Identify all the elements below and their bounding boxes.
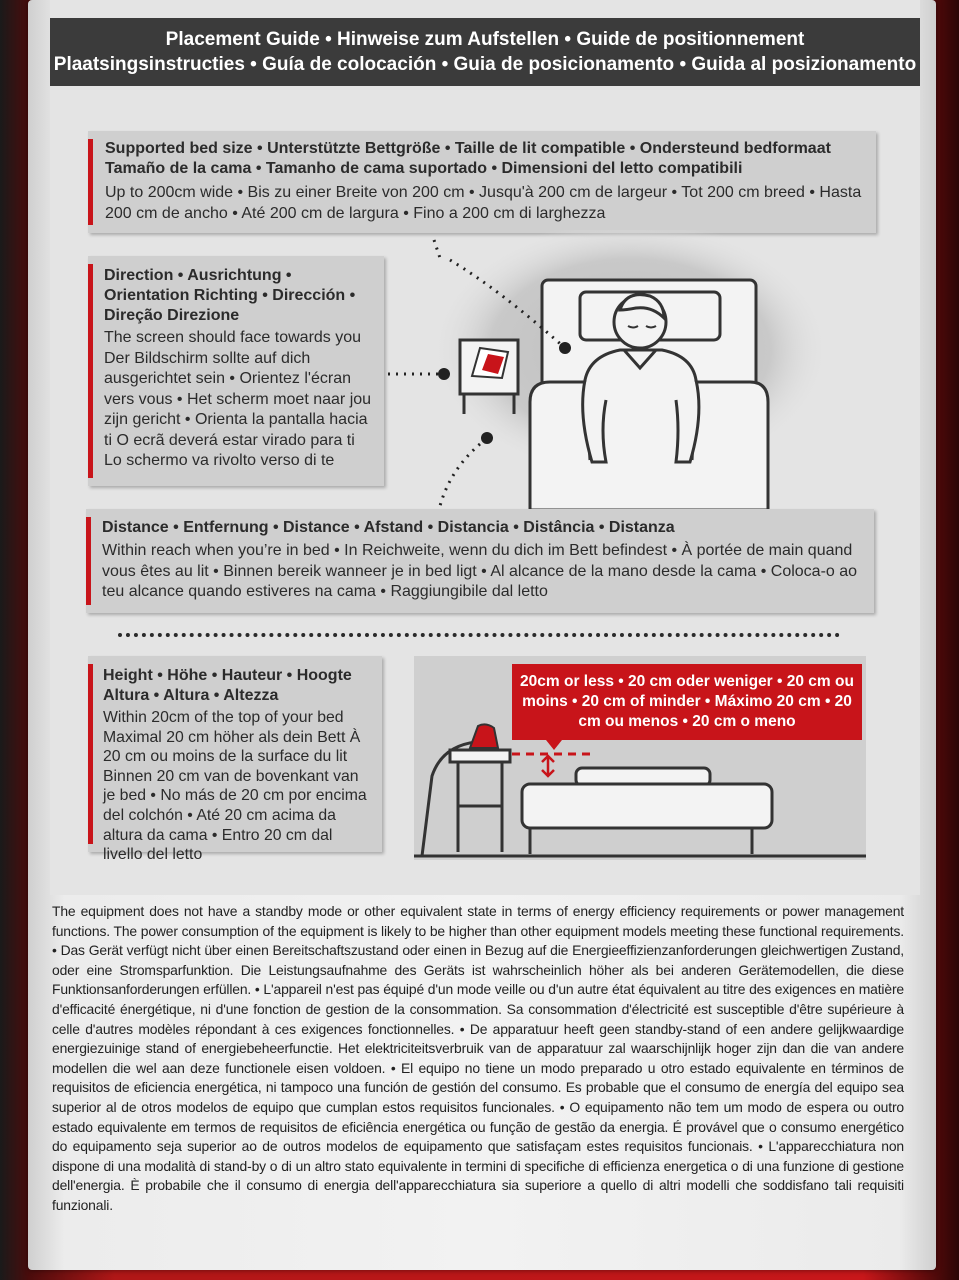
- height-card: [88, 656, 382, 864]
- direction-card: [88, 256, 384, 486]
- bed-mattress: [522, 784, 772, 828]
- dotted-divider: [118, 633, 840, 637]
- height-text: Within 20cm of the top of your bed Maximal 20 cm höher als dein Bett À 20 cm ou moins de la surface du lit Binnen 20 cm van de bovenkant van je bed • No más de 20 cm por encima del colchón • Até 20 cm acima da altura da cama • Entro 20 cm dal livello del letto: [103, 709, 367, 864]
- accent-bar: [88, 264, 93, 478]
- direction-text: The screen should face towards you Der Bildschirm sollte auf dich ausgerichtet sein • Orientez l'écran vers vous • Het scherm moet naar jou zijn gericht • Orienta la pantalla hacia ti O ecrã deverá estar virado para ti Lo schermo va rivolto verso di te: [104, 329, 372, 469]
- height-limit-label: 20cm or less • 20 cm oder weniger • 20 cm ou moins • 20 cm of minder • Máximo 20 cm • 20 cm ou menos • 20 cm o meno: [512, 664, 862, 740]
- header-line-1: Placement Guide • Hinweise zum Aufstellen • Guide de positionnement: [165, 29, 805, 50]
- distance-card: [86, 509, 874, 613]
- direction-title: Direction • Ausrichtung • Orientation Richting • Dirección • Direção Direzione: [104, 267, 356, 324]
- bed-size-card: [88, 131, 876, 233]
- height-title: Height • Höhe • Hauteur • Hoogte Altura • Altura • Altezza: [103, 667, 352, 704]
- accent-bar: [86, 517, 91, 605]
- energy-disclaimer: The equipment does not have a standby mode or other equivalent state in terms of energy efficiency requirements or power management functions. The power consumption of the equipment is likely to be higher than other equipment models meeting these functional requirements. • Das Gerät verfügt nicht über einen Bereitschaftszustand oder einen in Bezug auf die Energieeffizienzanforderungen gleichwertigen Zustand, oder eine Stromsparfunktion. Die Leistungsaufnahme des Geräts ist wahrscheinlich höher als bei anderen Gerätemodellen, die diese Funktionsanforderungen erfüllen. • L'appareil n'est pas équipé d'un mode veille ou d'un autre état équivalent au titre des exigences en matière d'efficacité énergétique, ni d'une fonction de gestion de la consommation. Sa consommation d'électricité est susceptible d'être supérieure à celle d'autres modèles répondant à ces exigences fonctionnelles. • De apparatuur heeft geen standby-stand of een andere gelijkwaardige energiezuinige stand of energiebeheerfunctie. Het elektriciteitsverbruik van de apparatuur zal waarschijnlijk hoger zijn dan die van andere modellen die wel aan deze functionele eisen voldoen. • El equipo no tiene un modo preparado u otro estado equivalente en términos de requisitos de eficiencia energética, ni tampoco una función de gestión del consumo. Es probable que el consumo de energía del equipo sea superior al de otros modelos de equipo que cumplan estos requisitos funcionales. • O equipamento não tem um modo de espera ou outro estado equivalente em termos de requisitos de eficiência energética ou função de gestão da energia. É provável que o consumo energético do equipamento seja superior ao de outros modelos de equipamento que satisfaçam estes requisitos funcionais. • L'apparecchiatura non dispone di una modalità di stand-by o di un altro stato equivalente in termini di specifiche di efficienza energetica o di una funzione di gestione dell'energia. È probabile che il consumo di energia dell'apparecchiatura sia superiore a quello di altri modelli che soddisfano tali requisiti funzionali.: [52, 903, 904, 1213]
- nightstand: [450, 750, 510, 762]
- header-line-2: Plaatsingsinstructies • Guía de colocación • Guia de posicionamento • Guida al posizionamento: [53, 54, 917, 75]
- distance-title: Distance • Entfernung • Distance • Afstand • Distancia • Distância • Distanza: [102, 519, 675, 536]
- bed-illustration: [380, 230, 880, 510]
- accent-bar: [88, 139, 93, 225]
- distance-text: Within reach when you’re in bed • In Reichweite, wenn du dich im Bett befindest • À portée de main quand vous êtes au lit • Binnen bereik wanneer je in bed ligt • Al alcance de la mano desde la cama • Coloca-o ao teu alcance quando estiveres na cama • Raggiungibile dal letto: [102, 542, 858, 600]
- placement-guide-header: [50, 18, 920, 86]
- bed-size-text: Up to 200cm wide • Bis zu einer Breite von 200 cm • Jusqu'à 200 cm de largeur • Tot 200 cm breed • Hasta 200 cm de ancho • Até 200 cm de largura • Fino a 200 cm di larghezza: [105, 184, 862, 222]
- bed-size-title: Supported bed size • Unterstützte Bettgröße • Taille de lit compatible • Ondersteund bedformaat Tamaño de la cama • Tamanho de cama suportado • Dimensioni del letto compatibili: [105, 140, 831, 177]
- accent-bar: [88, 664, 93, 844]
